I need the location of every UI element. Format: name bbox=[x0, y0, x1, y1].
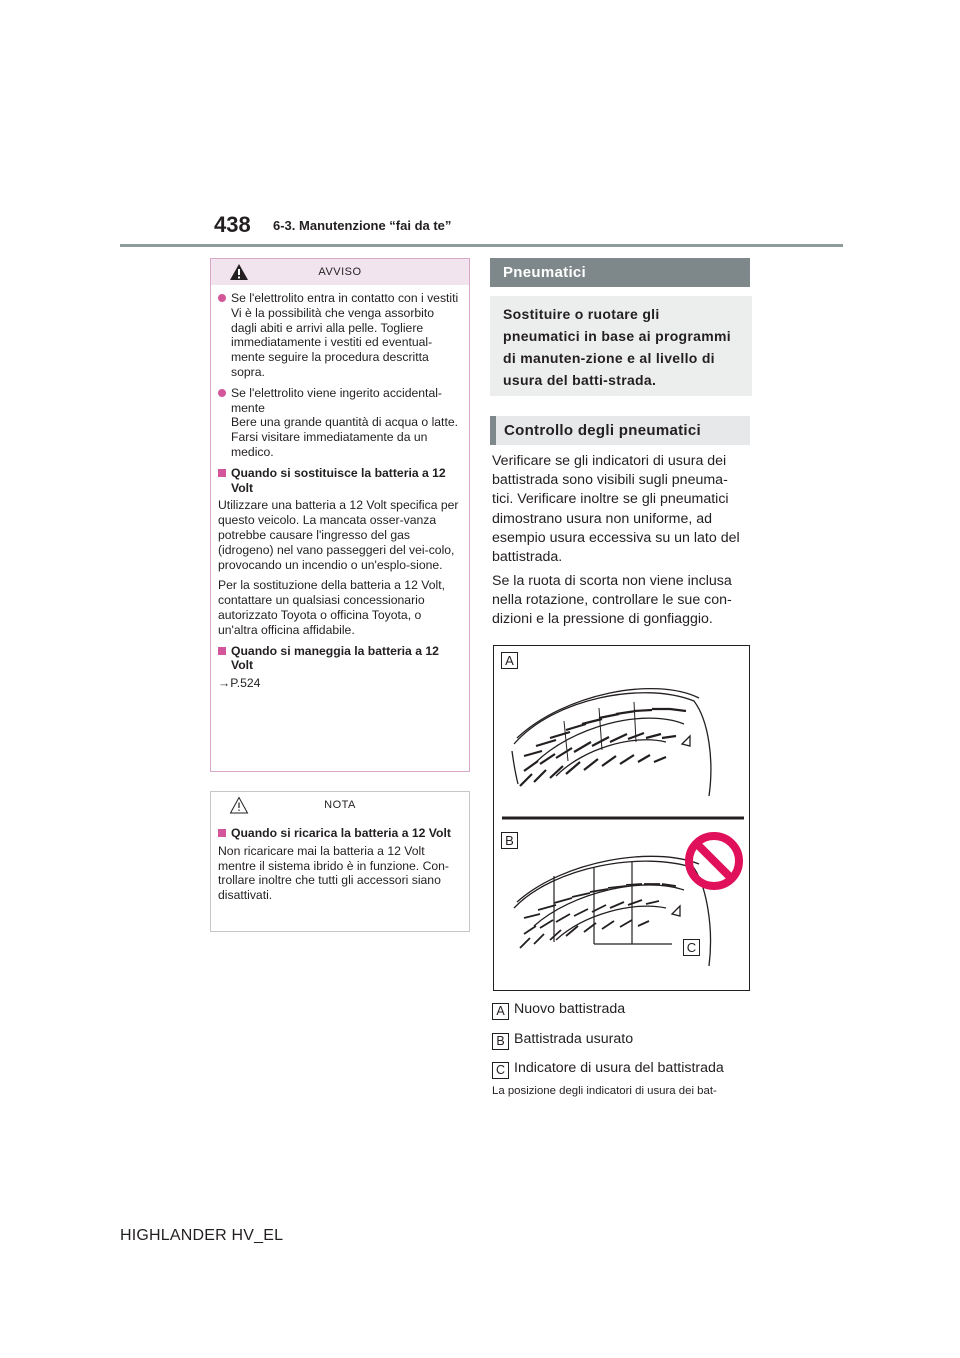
note-box-header bbox=[211, 792, 469, 818]
chapter-title: 6-3. Manutenzione “fai da te” bbox=[273, 218, 452, 233]
legend-key: A bbox=[492, 1003, 509, 1020]
warning-bullet bbox=[218, 386, 460, 460]
paragraph: Per la sostituzione della batteria a 12 Volt, contattare un qualsiasi concessionario autorizzato Toyota o officina Toyota, o un'altra officina affidabile. bbox=[218, 578, 445, 637]
tire-illustration bbox=[494, 646, 749, 990]
subsection-title: Controllo degli pneumatici bbox=[490, 416, 750, 445]
tire-tread-figure bbox=[493, 645, 750, 991]
legend-item bbox=[492, 1030, 752, 1050]
paragraph: Non ricaricare mai la batteria a 12 Volt mentre il sistema ibrido è in funzione. Con-trollare inoltre che tutti gli accessori siano disattivati. bbox=[218, 843, 449, 903]
caution-triangle-icon bbox=[229, 796, 249, 814]
warning-bullet-text: Se l'elettrolito viene ingerito accidental-mente Bere una grande quantità di acqua o latte. Farsi visitare immediatamente da un medico. bbox=[231, 385, 458, 459]
subheading bbox=[218, 466, 460, 496]
bullet-dot bbox=[218, 389, 226, 397]
square-bullet bbox=[218, 829, 226, 837]
page-reference-link[interactable]: →P.524 bbox=[218, 676, 261, 691]
intro-box: Sostituire o ruotare gli pneumatici in base ai programmi di manuten-zione e al livello di usura del batti-strada. bbox=[490, 296, 752, 396]
square-bullet bbox=[218, 647, 226, 655]
legend-item bbox=[492, 1059, 752, 1079]
figure-label-b: B bbox=[501, 832, 518, 849]
note-title: NOTA bbox=[324, 799, 356, 811]
warning-bullet-text: Se l'elettrolito entra in contatto con i vestiti Vi è la possibilità che venga assorbito dagli abiti e arrivi alla pelle. Togliere immediatamente i vestiti ed eventual-mente seguire la procedura descritta sopra. bbox=[231, 291, 459, 379]
legend-text: Nuovo battistrada bbox=[514, 1001, 626, 1017]
tire-worn-tread bbox=[514, 856, 711, 966]
subheading-text: Quando si maneggia la batteria a 12 Volt bbox=[231, 643, 439, 673]
subheading-text: Quando si ricarica la batteria a 12 Volt bbox=[231, 826, 451, 840]
subheading bbox=[218, 826, 460, 841]
legend-text: Battistrada usurato bbox=[514, 1031, 634, 1047]
legend-key: B bbox=[492, 1033, 509, 1050]
subheading bbox=[218, 644, 460, 674]
paragraph: Utilizzare una batteria a 12 Volt specifica per questo veicolo. La mancata osser-vanza potrebbe causare l'ingresso del gas (idrogeno) nel vano passeggeri del vei-colo, provocando un incendio o un'esplo-sione. bbox=[218, 498, 459, 572]
continued-paragraph: La posizione degli indicatori di usura dei bat- bbox=[492, 1085, 717, 1097]
tire-new-tread bbox=[512, 689, 711, 796]
warning-title: AVVISO bbox=[318, 266, 362, 278]
section-title: Pneumatici bbox=[490, 258, 750, 287]
figure-label-c: C bbox=[683, 939, 700, 956]
warning-triangle-icon bbox=[229, 263, 249, 281]
bullet-dot bbox=[218, 294, 226, 302]
warning-box-header bbox=[211, 259, 469, 285]
page-number: 438 bbox=[214, 212, 251, 237]
note-box bbox=[210, 791, 470, 932]
paragraph: Se la ruota di scorta non viene inclusa nella rotazione, controllare le sue con- dizioni e la pressione di gonfiaggio. bbox=[492, 573, 732, 628]
paragraph: Verificare se gli indicatori di usura dei battistrada sono visibili sugli pneuma- tici. Verificare inoltre se gli pneumatici dimostrano usura non uniforme, ad esempio usura eccessiva su un lato del battistrada. bbox=[492, 453, 740, 566]
prohibited-sign-icon bbox=[689, 836, 739, 886]
warning-box bbox=[210, 258, 470, 772]
legend-key: C bbox=[492, 1062, 509, 1079]
square-bullet bbox=[218, 469, 226, 477]
figure-label-a: A bbox=[501, 652, 518, 669]
header-divider bbox=[120, 244, 843, 247]
model-footer: HIGHLANDER HV_EL bbox=[120, 1227, 284, 1244]
legend-text: Indicatore di usura del battistrada bbox=[514, 1060, 724, 1076]
subheading-text: Quando si sostituisce la batteria a 12 Volt bbox=[231, 465, 446, 495]
legend-item bbox=[492, 1000, 752, 1020]
warning-bullet bbox=[218, 291, 460, 380]
